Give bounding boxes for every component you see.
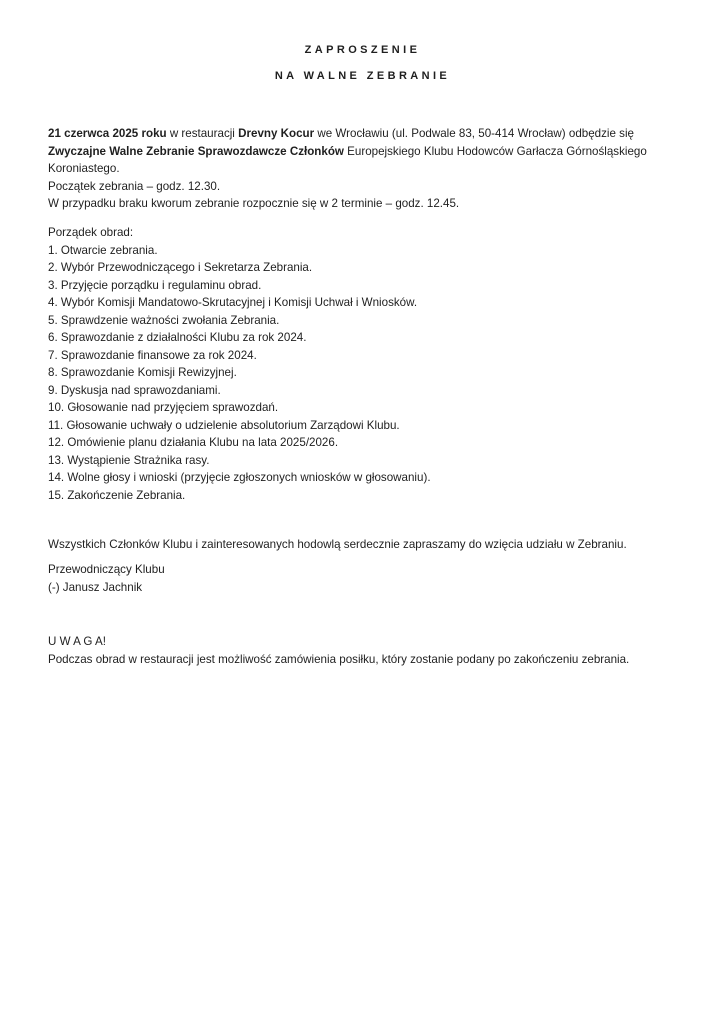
title-invitation: ZAPROSZENIE	[304, 44, 421, 56]
quorum-note: W przypadku braku kworum zebranie rozpocznie się w 2 terminie – godz. 12.45.	[48, 197, 460, 210]
intro-text-1: w restauracji	[166, 127, 239, 140]
title-general-meeting: NA WALNE ZEBRANIE	[274, 70, 451, 82]
agenda-item: 12. Omówienie planu działania Klubu na lata 2025/2026.	[48, 436, 339, 449]
intro-text	[48, 125, 688, 178]
agenda-item: 11. Głosowanie uchwały o udzielenie absolutorium Zarządowi Klubu.	[48, 418, 400, 432]
notice-label: U W A G A!	[48, 635, 106, 648]
intro-text-3: Europejskiego Klubu Hodowców Garłacza Górnośląskiego Koroniastego.	[48, 144, 647, 175]
notice-block	[48, 633, 688, 668]
agenda-item: 1. Otwarcie zebrania.	[48, 243, 158, 257]
venue-name: Drevny Kocur	[238, 127, 315, 140]
agenda-item: 15. Zakończenie Zebrania.	[48, 488, 186, 502]
agenda-label: Porządek obrad:	[48, 226, 134, 239]
agenda-item: 6. Sprawozdanie z działalności Klubu za rok 2024.	[48, 331, 307, 344]
agenda-item: 10. Głosowanie nad przyjęciem sprawozdań.	[48, 401, 279, 414]
meeting-name: Zwyczajne Walne Zebranie Sprawozdawcze Członków	[48, 144, 344, 158]
agenda-item: 14. Wolne głosy i wnioski (przyjęcie zgłoszonych wniosków w głosowaniu).	[48, 471, 431, 484]
intro-paragraph	[48, 125, 688, 213]
signature-block	[48, 561, 688, 596]
agenda-item: 9. Dyskusja nad sprawozdaniami.	[48, 383, 221, 397]
start-time: Początek zebrania – godz. 12.30.	[48, 179, 221, 193]
agenda-item: 2. Wybór Przewodniczącego i Sekretarza Zebrania.	[48, 261, 313, 274]
agenda-item: 8. Sprawozdanie Komisji Rewizyjnej.	[48, 366, 237, 379]
agenda-item: 7. Sprawozdanie finansowe za rok 2024.	[48, 348, 257, 362]
meeting-date: 21 czerwca 2025 roku	[48, 127, 167, 140]
agenda-list	[48, 242, 688, 505]
notice-text: Podczas obrad w restauracji jest możliwość zamówienia posiłku, który zostanie podany po zakończeniu zebrania.	[48, 652, 630, 666]
signature-role: Przewodniczący Klubu	[48, 563, 165, 576]
intro-text-2: we Wrocławiu (ul. Podwale 83, 50-414 Wrocław) odbędzie się	[314, 127, 634, 140]
agenda-item: 13. Wystąpienie Strażnika rasy.	[48, 453, 210, 467]
agenda-item: 4. Wybór Komisji Mandatowo-Skrutacyjnej i Komisji Uchwał i Wniosków.	[48, 296, 418, 309]
agenda-section	[48, 224, 688, 504]
signature-name: (-) Janusz Jachnik	[48, 580, 143, 594]
agenda-item: 5. Sprawdzenie ważności zwołania Zebrania.	[48, 313, 280, 327]
invitation-text: Wszystkich Członków Klubu i zainteresowanych hodowlą serdecznie zapraszamy do wzięcia udziału w Zebraniu.	[48, 538, 627, 551]
agenda-item: 3. Przyjęcie porządku i regulaminu obrad.	[48, 278, 262, 292]
